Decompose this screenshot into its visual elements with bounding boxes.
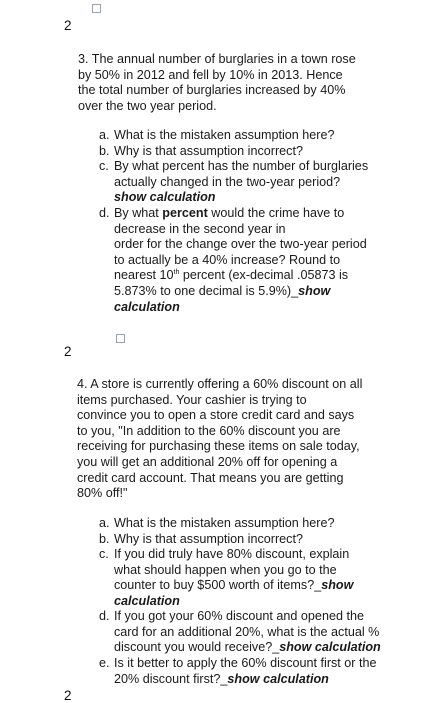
show-calculation-label: show <box>298 283 331 298</box>
question-4b <box>99 532 419 548</box>
subquestion-text: Why is that assumption incorrect? <box>114 144 303 158</box>
show-calculation-label: show <box>321 578 354 593</box>
subquestion-letter: a. <box>99 516 110 530</box>
subquestion-text: If you did truly have 80% discount, explain <box>114 547 350 561</box>
percent-bold: percent <box>162 206 208 220</box>
subquestion-text: By what percent has the number of burglaries <box>114 159 369 173</box>
subquestion-text: What is the mistaken assumption here? <box>114 516 335 530</box>
subquestion-letter: a. <box>99 128 110 142</box>
subquestion-text: nearest 10th percent (ex-decimal .05873 is <box>114 268 349 283</box>
subquestion-text: to actually be a 40% increase? Round to <box>114 252 341 267</box>
question-3-intro: 3. The annual number of burglaries in a town rose by 50% in 2012 and fell by 10% in 2013. Hence the total number of burglaries increased by 40% over the two year period. <box>78 52 356 113</box>
subquestion-text: discount you would receive?_show calculation <box>114 640 381 655</box>
subquestion-text: 5.873% to one decimal is 5.9%)_show <box>114 283 331 298</box>
subquestion-text: decrease in the second year in <box>114 221 286 236</box>
question-4-intro: 4. A store is currently offering a 60% discount on all items purchased. Your cashier is trying to convince you to open a store credit card and says to you, "In addition to the 60% discount you are receiving for purchasing these items on sale today, you will get an additional 20% off for opening a credit card account. That means you are getting 80% off!" <box>77 377 363 501</box>
subquestion-text: 20% discount first?_show calculation <box>114 671 329 686</box>
subquestion-text: order for the change over the two-year period <box>114 237 367 252</box>
checkbox-icon-top[interactable] <box>92 4 101 13</box>
show-calculation-label: calculation <box>114 299 180 314</box>
subquestion-text: Is it better to apply the 60% discount first or the <box>114 656 377 670</box>
subquestion-text: actually changed in the two-year period? <box>114 174 341 189</box>
subquestion-text: card for an additional 20%, what is the actual % <box>114 624 380 639</box>
question-4a <box>99 516 419 532</box>
question-3d <box>99 206 429 315</box>
subquestion-letter: d. <box>99 609 110 623</box>
subquestion-letter: c. <box>99 547 109 561</box>
checkbox-icon-middle[interactable] <box>116 334 125 343</box>
subquestion-letter: d. <box>99 206 110 220</box>
show-calculation-label: show calculation <box>279 640 381 655</box>
question-4e <box>99 656 439 687</box>
question-3c <box>99 159 429 206</box>
subquestion-text: If you got your 60% discount and opened the <box>114 609 364 623</box>
question-4d <box>99 609 429 656</box>
subquestion-text: Why is that assumption incorrect? <box>114 532 303 546</box>
subquestion-letter: b. <box>99 532 110 546</box>
show-calculation-label: calculation <box>114 593 180 608</box>
subquestion-text: what should happen when you go to the <box>114 562 337 577</box>
question-3b <box>99 144 419 160</box>
subquestion-letter: b. <box>99 144 110 158</box>
subquestion-text: What is the mistaken assumption here? <box>114 128 335 142</box>
subquestion-text: By what percent would the crime have to <box>114 206 345 220</box>
show-calculation-label: show calculation <box>114 190 216 205</box>
subquestion-letter: e. <box>99 656 110 670</box>
subquestion-text: counter to buy $500 worth of items?_show <box>114 578 354 593</box>
subquestion-letter: c. <box>99 159 109 173</box>
points-label-top: 2 <box>64 18 72 33</box>
show-calculation-label: show calculation <box>227 671 329 686</box>
question-3a <box>99 128 419 144</box>
points-label-middle: 2 <box>64 344 72 359</box>
points-label-bottom: 2 <box>64 688 72 703</box>
question-4c <box>99 547 429 609</box>
